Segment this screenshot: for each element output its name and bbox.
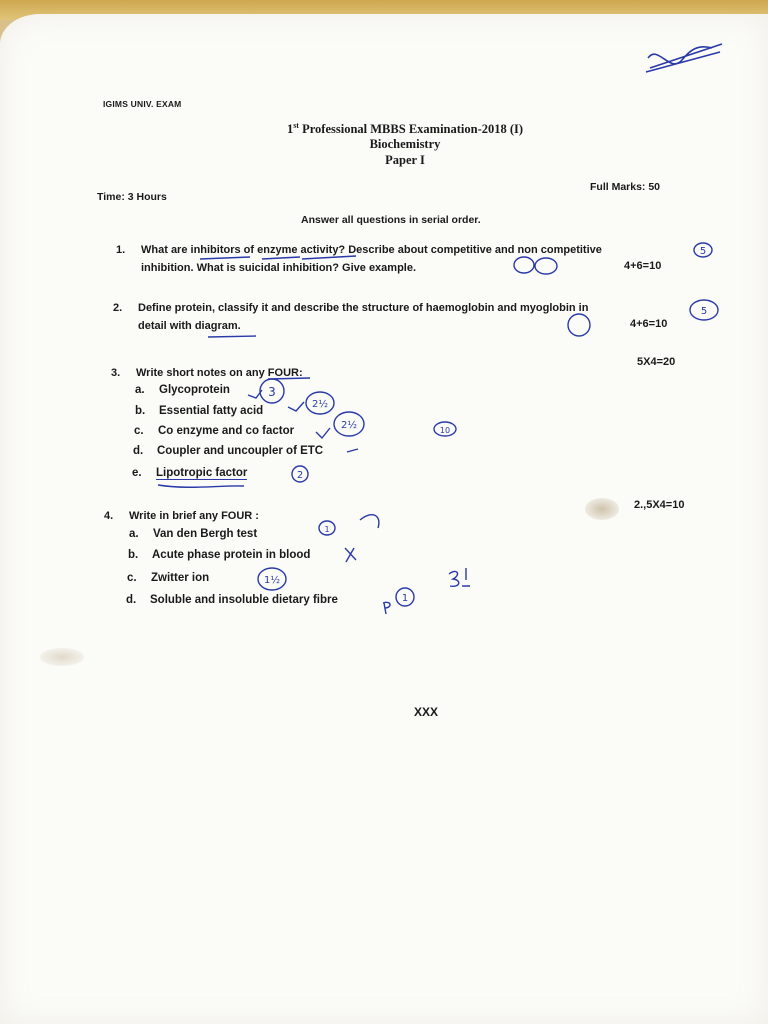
question-3: 3. Write short notes on any FOUR: [111,367,303,379]
stain [585,498,619,520]
stain [40,648,84,666]
svg-text:2: 2 [296,470,304,481]
q3-item-e: e. Lipotropic factor [132,467,248,479]
subject-title: Biochemistry [369,137,441,151]
question-4: 4. Write in brief any FOUR : [104,510,259,522]
svg-text:3: 3 [268,385,276,399]
paper-title: Paper I [385,153,425,167]
svg-text:1½: 1½ [263,575,281,586]
svg-text:1: 1 [401,593,409,604]
question-1-marks: 4+6=10 [624,260,662,272]
svg-text:5: 5 [699,246,707,257]
svg-text:2½: 2½ [311,399,329,410]
q3-item-b: b. Essential fatty acid [135,405,264,417]
exam-title: 1st Professional MBBS Examination-2018 (I) [286,121,524,137]
question-1: 1. What are inhibitors of enzyme activity? Describe about competitive and non competitive inhibition. What is suicidal inhibition? Give example. [116,244,602,274]
instruction-text: Answer all questions in serial order. [301,214,481,226]
q4-item-c: c. Zwitter ion [127,572,210,584]
footer-mark: XXX [414,705,439,719]
institution-label: IGIMS UNIV. EXAM [103,99,182,109]
q3-item-a: a. Glycoprotein [135,384,230,396]
svg-text:5: 5 [700,306,708,317]
q3-item-d: d. Coupler and uncoupler of ETC [133,445,324,457]
question-2: 2. Define protein, classify it and describe the structure of haemoglobin and myoglobin in detail with diagram. [113,302,589,332]
svg-text:1: 1 [324,525,330,534]
svg-text:10: 10 [439,426,451,435]
svg-text:2½: 2½ [340,420,358,431]
q3-item-c: c. Co enzyme and co factor [134,425,295,437]
question-3-marks: 5X4=20 [637,356,676,368]
question-4-marks: 2.,5X4=10 [634,499,685,511]
full-marks-label: Full Marks: 50 [590,181,661,193]
time-label: Time: 3 Hours [97,191,167,203]
q4-item-b: b. Acute phase protein in blood [128,549,311,561]
q4-item-d: d. Soluble and insoluble dietary fibre [126,594,338,606]
q4-item-a: a. Van den Bergh test [129,528,258,540]
question-2-marks: 4+6=10 [630,318,668,330]
